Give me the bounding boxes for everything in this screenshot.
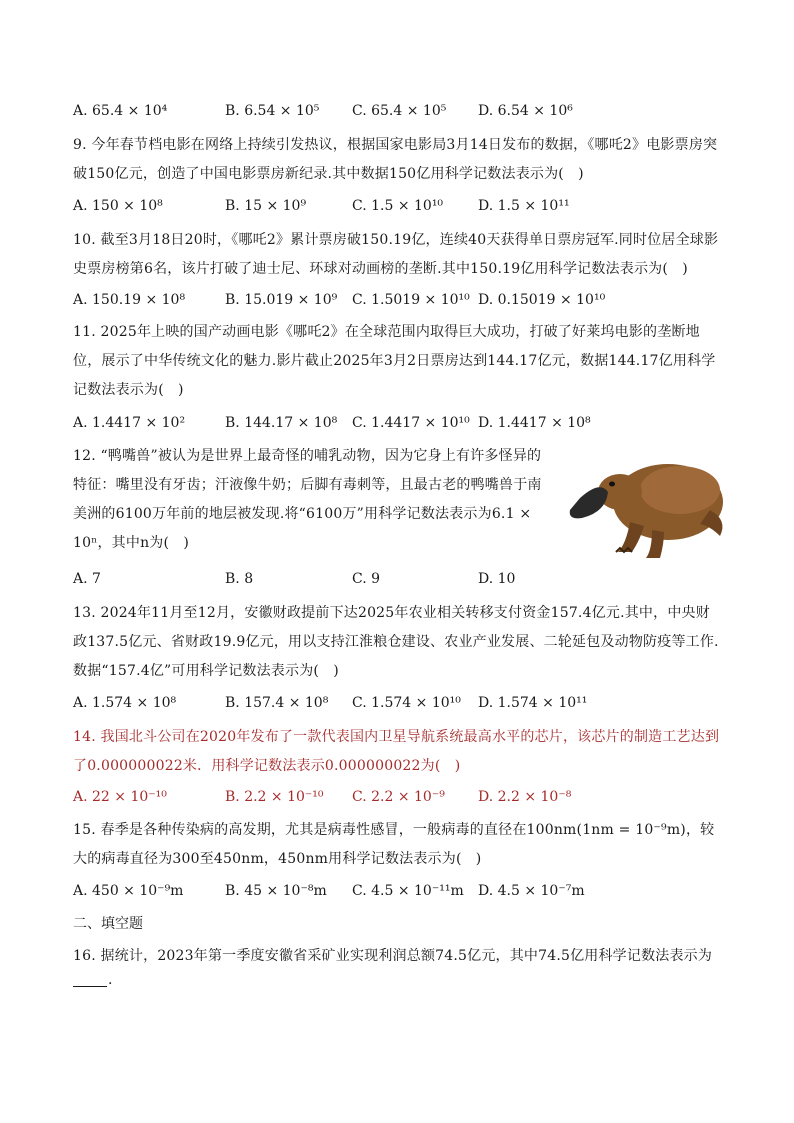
q9-option-b[interactable]: B. 15 × 10⁹	[225, 198, 307, 214]
q15-option-b[interactable]: B. 45 × 10⁻⁸m	[225, 883, 327, 899]
q12-option-d[interactable]: D. 10	[478, 571, 516, 587]
q15-option-d[interactable]: D. 4.5 × 10⁻⁷m	[478, 883, 585, 899]
q14-options	[73, 789, 733, 811]
q10-option-b[interactable]: B. 15.019 × 10⁹	[225, 292, 338, 308]
q11-option-d[interactable]: D. 1.4417 × 10⁸	[478, 415, 591, 431]
q8-options	[73, 103, 733, 125]
q16-answer-blank[interactable]	[73, 986, 107, 987]
q14-text: 14. 我国北斗公司在2020年发布了一款代表国内卫星导航系统最高水平的芯片，该芯片的制造工艺达到了0.000000022米．用科学记数法表示0.000000022为( )	[73, 729, 720, 774]
q10-options	[73, 292, 733, 314]
q14-option-b[interactable]: B. 2.2 × 10⁻¹⁰	[225, 789, 324, 805]
q8-option-a[interactable]: A. 65.4 × 10⁴	[73, 103, 168, 119]
q10-text: 10. 截至3月18日20时，《哪吒2》累计票房破150.19亿，连续40天获得单日票房冠军.同时位居全球影史票房榜第6名，该片打破了迪士尼、环球对动画榜的垄断.其中150.19亿用科学记数法表示为( )	[73, 232, 719, 277]
q15-options	[73, 883, 733, 905]
q10-option-a[interactable]: A. 150.19 × 10⁸	[73, 292, 186, 308]
q15-option-a[interactable]: A. 450 × 10⁻⁹m	[73, 883, 184, 899]
section-title: 二、填空题	[73, 916, 143, 932]
q9-options	[73, 198, 733, 220]
q13-options	[73, 695, 733, 717]
q8-option-b[interactable]: B. 6.54 × 10⁵	[225, 103, 320, 119]
q12-text: 12. “鸭嘴兽”被认为是世界上最奇怪的哺乳动物，因为它身上有许多怪异的特征：嘴里没有牙齿；汗液像牛奶；后脚有毒刺等，且最古老的鸭嘴兽于南美洲的6100万年前的地层被发现.将“6100万”用科学记数法表示为6.1 × 10ⁿ，其中n为( )	[73, 448, 542, 551]
q13-text: 13. 2024年11月至12月，安徽财政提前下达2025年农业相关转移支付资金157.4亿元.其中，中央财政137.5亿元、省财政19.9亿元，用以支持江淮粮仓建设、农业产业发展、二轮延包及动物防疫等工作.数据“157.4亿”可用科学记数法表示为( )	[73, 605, 719, 679]
q13-option-d[interactable]: D. 1.574 × 10¹¹	[478, 695, 588, 711]
q11-option-b[interactable]: B. 144.17 × 10⁸	[225, 415, 338, 431]
q11-options	[73, 415, 733, 437]
q12-option-a[interactable]: A. 7	[73, 571, 101, 587]
q14-option-d[interactable]: D. 2.2 × 10⁻⁸	[478, 789, 572, 805]
q11-option-a[interactable]: A. 1.4417 × 10²	[73, 415, 186, 431]
q8-option-c[interactable]: C. 65.4 × 10⁵	[352, 103, 447, 119]
q14-option-c[interactable]: C. 2.2 × 10⁻⁹	[352, 789, 445, 805]
q15-text: 15. 春季是各种传染病的高发期，尤其是病毒性感冒，一般病毒的直径在100nm(1nm = 10⁻⁹m)，较大的病毒直径为300至450nm，450nm用科学记数法表示为( )	[73, 822, 715, 867]
q12-option-c[interactable]: C. 9	[352, 571, 381, 587]
q11-text: 11. 2025年上映的国产动画电影《哪吒2》在全球范围内取得巨大成功，打破了好莱坞电影的垄断地位，展示了中华传统文化的魅力.影片截止2025年3月2日票房达到144.17亿元，数据144.17亿用科学记数法表示为( )	[73, 324, 716, 398]
q13-option-a[interactable]: A. 1.574 × 10⁸	[73, 695, 177, 711]
q9-option-a[interactable]: A. 150 × 10⁸	[73, 198, 163, 214]
q11-option-c[interactable]: C. 1.4417 × 10¹⁰	[352, 415, 470, 431]
platypus-icon	[560, 440, 730, 570]
q12-option-b[interactable]: B. 8	[225, 571, 254, 587]
q13-option-b[interactable]: B. 157.4 × 10⁸	[225, 695, 329, 711]
q9-option-c[interactable]: C. 1.5 × 10¹⁰	[352, 198, 444, 214]
q12-options	[73, 571, 733, 593]
q10-option-c[interactable]: C. 1.5019 × 10¹⁰	[352, 292, 470, 308]
q14-option-a[interactable]: A. 22 × 10⁻¹⁰	[73, 789, 167, 805]
q16-tail: .	[108, 972, 113, 988]
q10-option-d[interactable]: D. 0.15019 × 10¹⁰	[478, 292, 606, 308]
q16-text: 16. 据统计，2023年第一季度安徽省采矿业实现利润总额74.5亿元，其中74.5亿用科学记数法表示为	[73, 948, 713, 964]
q15-option-c[interactable]: C. 4.5 × 10⁻¹¹m	[352, 883, 464, 899]
q13-option-c[interactable]: C. 1.574 × 10¹⁰	[352, 695, 461, 711]
q8-option-d[interactable]: D. 6.54 × 10⁶	[478, 103, 573, 119]
q9-text: 9. 今年春节档电影在网络上持续引发热议，根据国家电影局3月14日发布的数据，《哪吒2》电影票房突破150亿元，创造了中国电影票房新纪录.其中数据150亿用科学记数法表示为( )	[73, 137, 718, 182]
q9-option-d[interactable]: D. 1.5 × 10¹¹	[478, 198, 570, 214]
